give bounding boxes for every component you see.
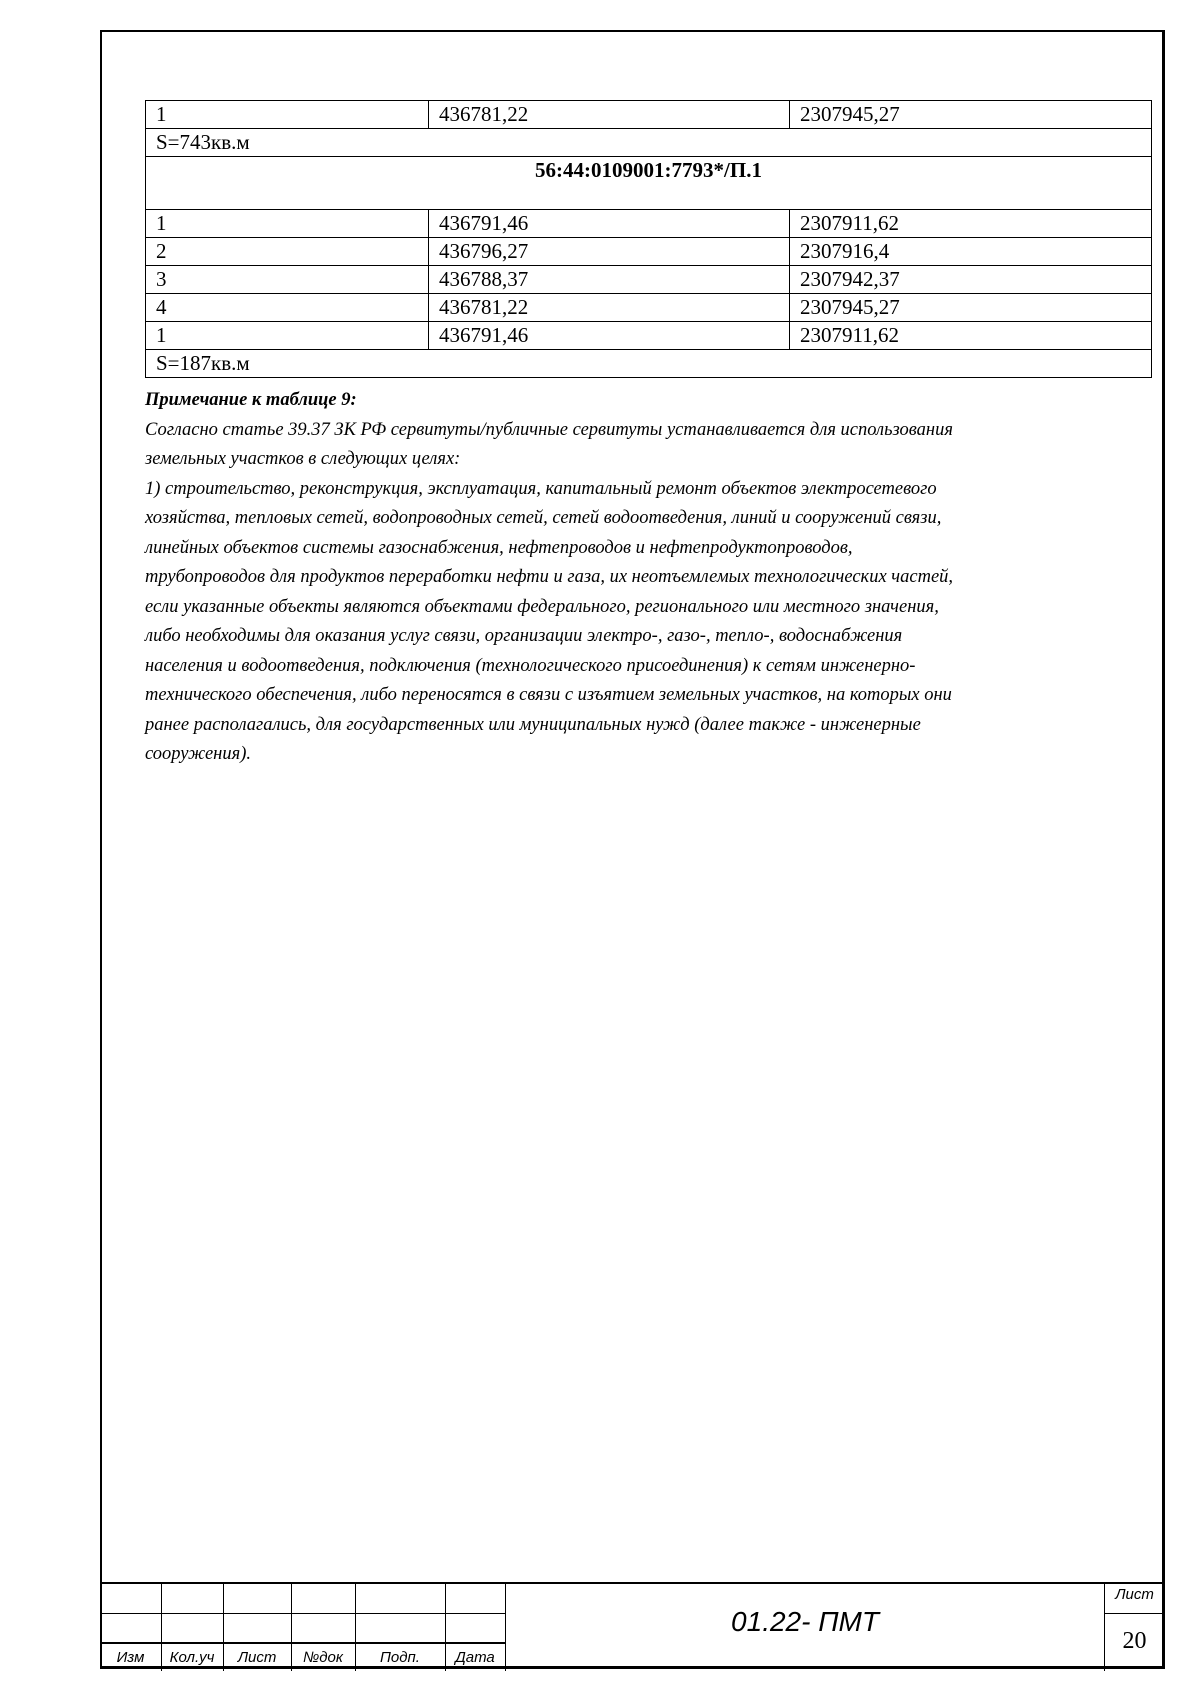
notes-line: либо необходимы для оказания услуг связи, организации электро-, газо-, тепло-, водоснабжения bbox=[145, 626, 903, 646]
coord-x: 436791,46 bbox=[429, 322, 790, 350]
col-label-data: Дата bbox=[455, 1649, 495, 1666]
table-notes bbox=[145, 386, 1155, 770]
table-row bbox=[146, 266, 1152, 294]
col-label-kol-uch: Кол.уч bbox=[169, 1649, 215, 1666]
coord-y: 2307945,27 bbox=[790, 294, 1152, 322]
point-number: 3 bbox=[146, 266, 429, 294]
col-label-podp: Подп. bbox=[380, 1649, 420, 1666]
notes-line: ранее располагались, для государственных или муниципальных нужд (далее также - инженерные bbox=[145, 714, 921, 735]
table-row bbox=[146, 294, 1152, 322]
notes-line: населения и водоотведения, подключения (технологического присоединения) к сетям инженерно- bbox=[145, 655, 916, 676]
col-label-list: Лист bbox=[237, 1649, 277, 1666]
coordinates-table bbox=[145, 100, 1152, 378]
notes-line: линейных объектов системы газоснабжения, нефтепроводов и нефтепродуктопроводов, bbox=[145, 537, 853, 558]
notes-line: сооружения). bbox=[145, 744, 251, 764]
document-code: 01.22- ПМТ bbox=[731, 1606, 879, 1637]
point-number: 4 bbox=[146, 294, 429, 322]
notes-line: Согласно статье 39.37 ЗК РФ сервитуты/публичные сервитуты устанавливается для использования bbox=[145, 419, 953, 440]
notes-line: если указанные объекты являются объектами федерального, регионального или местного значения, bbox=[145, 596, 939, 617]
point-number: 2 bbox=[146, 238, 429, 266]
sheet-number: 20 bbox=[1122, 1628, 1147, 1654]
point-number: 1 bbox=[146, 101, 429, 129]
point-number: 1 bbox=[146, 322, 429, 350]
coord-y: 2307911,62 bbox=[790, 322, 1152, 350]
point-number: 1 bbox=[146, 210, 429, 238]
coord-y: 2307916,4 bbox=[790, 238, 1152, 266]
divider bbox=[1104, 1613, 1165, 1614]
table-row bbox=[146, 238, 1152, 266]
coord-x: 436788,37 bbox=[429, 266, 790, 294]
notes-line: трубопроводов для продуктов переработки нефти и газа, их неотъемлемых технологических частей, bbox=[145, 567, 954, 587]
coord-y: 2307945,27 bbox=[790, 101, 1152, 129]
coord-x: 436796,27 bbox=[429, 238, 790, 266]
notes-heading: Примечание к таблице 9: bbox=[145, 390, 357, 410]
notes-line: хозяйства, тепловых сетей, водопроводных сетей, сетей водоотведения, линий и сооружений связи, bbox=[145, 508, 942, 528]
coord-x: 436781,22 bbox=[429, 294, 790, 322]
coord-y: 2307942,37 bbox=[790, 266, 1152, 294]
notes-line: 1) строительство, реконструкция, эксплуатация, капитальный ремонт объектов электросетевого bbox=[145, 478, 937, 499]
coord-x: 436791,46 bbox=[429, 210, 790, 238]
col-label-izm: Изм bbox=[116, 1649, 145, 1666]
coord-y: 2307911,62 bbox=[790, 210, 1152, 238]
section-header: 56:44:0109001:7793*/П.1 bbox=[146, 157, 1152, 210]
table-row bbox=[146, 322, 1152, 350]
notes-line: земельных участков в следующих целях: bbox=[145, 449, 461, 469]
area-row: S=743кв.м bbox=[146, 129, 1152, 157]
notes-line: технического обеспечения, либо переносятся в связи с изъятием земельных участков, на которых они bbox=[145, 685, 952, 705]
title-block bbox=[100, 1582, 1165, 1671]
col-label-ndok: №док bbox=[303, 1649, 343, 1666]
table-row bbox=[146, 210, 1152, 238]
sheet-label: Лист bbox=[1115, 1586, 1154, 1603]
area-row: S=187кв.м bbox=[146, 350, 1152, 378]
table-row bbox=[146, 101, 1152, 129]
coord-x: 436781,22 bbox=[429, 101, 790, 129]
